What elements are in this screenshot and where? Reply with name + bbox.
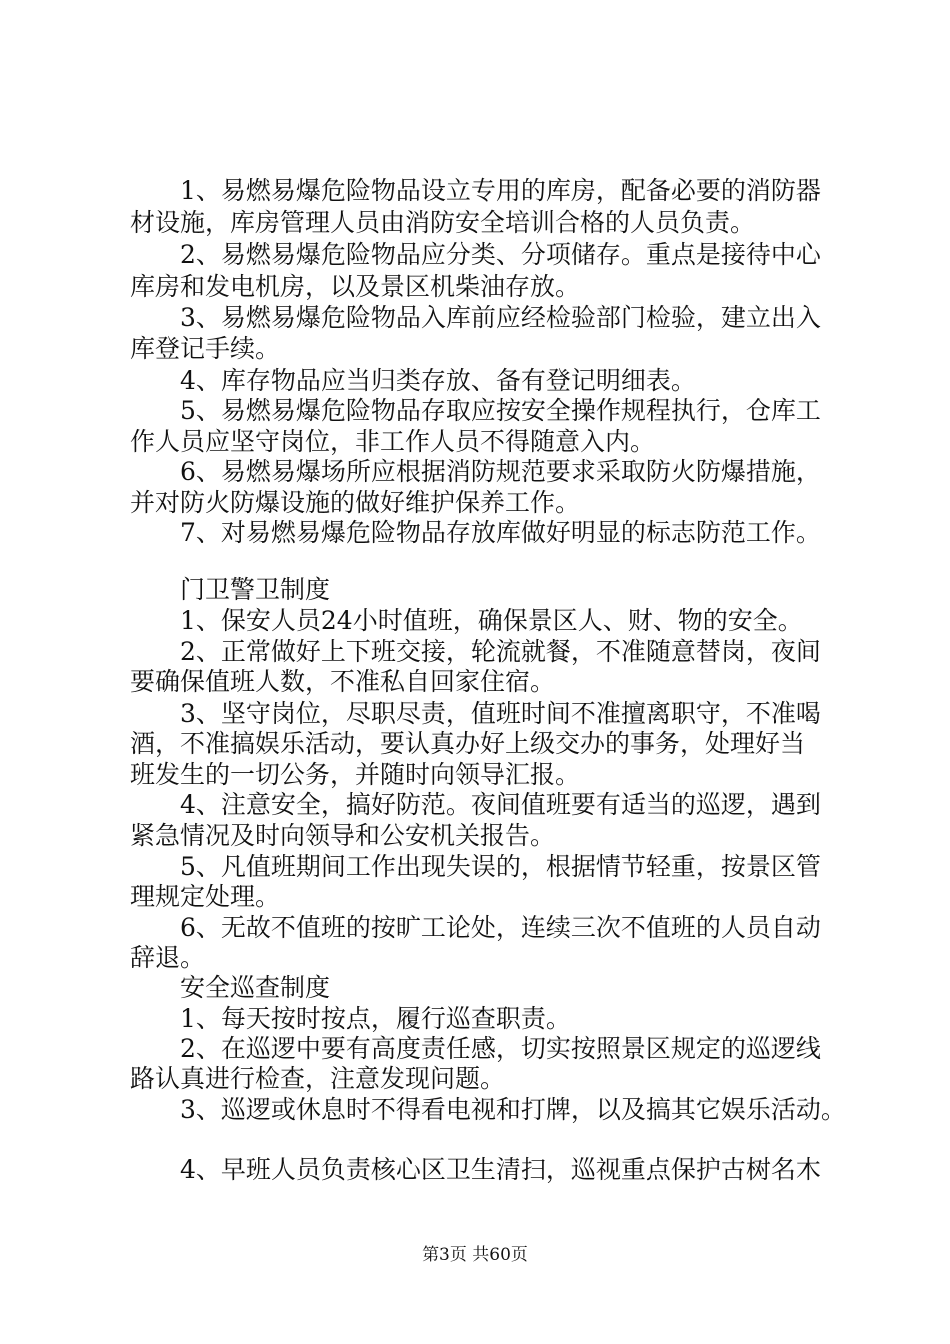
body-line: 辞退。 [130,943,206,972]
body-line: 2、正常做好上下班交接，轮流就餐，不准随意替岗，夜间 [130,637,821,666]
body-line: 材设施，库房管理人员由消防安全培训合格的人员负责。 [130,208,756,237]
body-line: 4、注意安全，搞好防范。夜间值班要有适当的巡逻，遇到 [130,790,821,819]
body-line: 3、易燃易爆危险物品入库前应经检验部门检验，建立出入 [130,303,821,332]
body-line: 1、保安人员24小时值班，确保景区人、财、物的安全。 [130,606,803,635]
body-line: 2、易燃易爆危险物品应分类、分项储存。重点是接待中心 [130,240,821,269]
body-line: 作人员应坚守岗位，非工作人员不得随意入内。 [130,427,656,456]
body-line: 3、巡逻或休息时不得看电视和打牌，以及搞其它娱乐活动。 [130,1095,846,1124]
body-line: 库登记手续。 [130,334,281,363]
body-line: 并对防火防爆设施的做好维护保养工作。 [130,488,581,517]
body-line: 2、在巡逻中要有高度责任感，切实按照景区规定的巡逻线 [130,1034,821,1063]
body-line: 6、易燃易爆场所应根据消防规范要求采取防火防爆措施， [130,457,821,486]
body-line: 3、坚守岗位，尽职尽责，值班时间不准擅离职守，不准喝 [130,699,821,728]
section-heading: 安全巡查制度 [130,973,331,1002]
section-heading: 门卫警卫制度 [130,575,331,604]
body-line: 紧急情况及时向领导和公安机关报告。 [130,821,556,850]
body-line: 1、易燃易爆危险物品设立专用的库房，配备必要的消防器 [130,176,821,205]
body-line: 路认真进行检查，注意发现问题。 [130,1064,506,1093]
body-line: 要确保值班人数，不准私自回家住宿。 [130,667,556,696]
body-line: 4、库存物品应当归类存放、备有登记明细表。 [130,366,696,395]
body-line: 5、易燃易爆危险物品存取应按安全操作规程执行，仓库工 [130,396,821,425]
body-line: 4、早班人员负责核心区卫生清扫，巡视重点保护古树名木 [130,1155,821,1184]
body-line: 酒，不准搞娱乐活动，要认真办好上级交办的事务，处理好当 [130,729,806,758]
body-line: 1、每天按时按点，履行巡查职责。 [130,1004,571,1033]
body-line: 6、无故不值班的按旷工论处，连续三次不值班的人员自动 [130,913,821,942]
body-line: 7、对易燃易爆危险物品存放库做好明显的标志防范工作。 [130,518,821,547]
body-line: 5、凡值班期间工作出现失误的，根据情节轻重，按景区管 [130,852,821,881]
body-line: 班发生的一切公务，并随时向领导汇报。 [130,760,581,789]
page-number-footer: 第3页 共60页 [422,1245,528,1265]
body-line: 库房和发电机房，以及景区机柴油存放。 [130,272,581,301]
body-line: 理规定处理。 [130,882,281,911]
